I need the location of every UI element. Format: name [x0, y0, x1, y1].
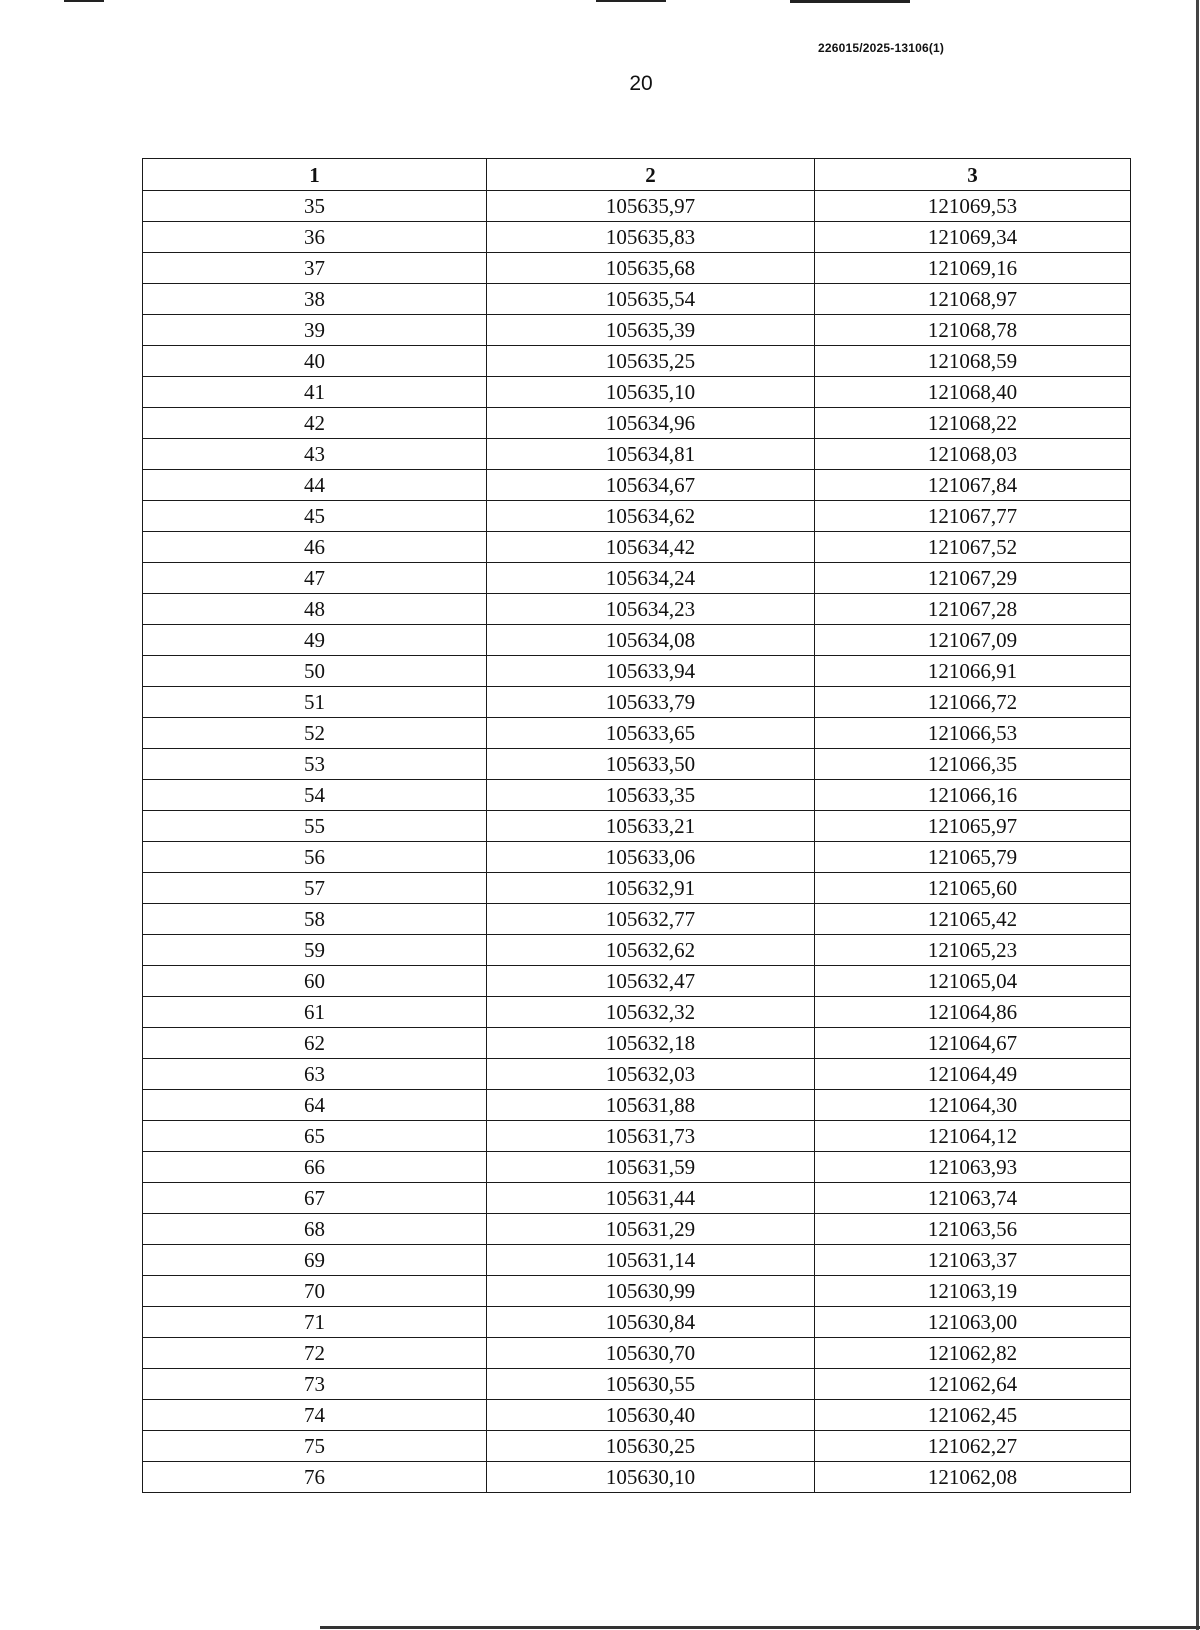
point-number-cell: 65 [143, 1121, 487, 1152]
point-number-cell: 49 [143, 625, 487, 656]
point-number-cell: 76 [143, 1462, 487, 1493]
table-row [143, 1431, 1131, 1462]
coordinate-x-cell: 105631,29 [487, 1214, 815, 1245]
point-number-cell: 71 [143, 1307, 487, 1338]
table-row [143, 1462, 1131, 1493]
coordinate-x-cell: 105633,65 [487, 718, 815, 749]
table-row [143, 408, 1131, 439]
coordinate-x-cell: 105635,10 [487, 377, 815, 408]
coordinate-x-cell: 105632,47 [487, 966, 815, 997]
coordinate-y-cell: 121067,52 [815, 532, 1131, 563]
table-header [143, 159, 1131, 191]
coordinate-x-cell: 105633,94 [487, 656, 815, 687]
coordinate-y-cell: 121066,91 [815, 656, 1131, 687]
table-row [143, 563, 1131, 594]
table-row [143, 1090, 1131, 1121]
table-row [143, 842, 1131, 873]
point-number-cell: 51 [143, 687, 487, 718]
table-row [143, 904, 1131, 935]
coordinate-y-cell: 121062,64 [815, 1369, 1131, 1400]
coordinate-x-cell: 105630,55 [487, 1369, 815, 1400]
scan-artifact-right-edge [1196, 0, 1199, 1630]
coordinate-y-cell: 121065,60 [815, 873, 1131, 904]
coordinate-x-cell: 105634,96 [487, 408, 815, 439]
coordinate-x-cell: 105634,24 [487, 563, 815, 594]
table-row [143, 780, 1131, 811]
table-row [143, 253, 1131, 284]
table-row [143, 873, 1131, 904]
point-number-cell: 66 [143, 1152, 487, 1183]
document-reference-number: 226015/2025-13106(1) [818, 41, 945, 55]
point-number-cell: 54 [143, 780, 487, 811]
point-number-cell: 61 [143, 997, 487, 1028]
table-row [143, 1183, 1131, 1214]
coordinate-y-cell: 121063,93 [815, 1152, 1131, 1183]
table-row [143, 439, 1131, 470]
table-row [143, 997, 1131, 1028]
point-number-cell: 56 [143, 842, 487, 873]
point-number-cell: 72 [143, 1338, 487, 1369]
coordinate-x-cell: 105631,73 [487, 1121, 815, 1152]
table-row [143, 284, 1131, 315]
coordinate-y-cell: 121064,49 [815, 1059, 1131, 1090]
coordinate-y-cell: 121066,53 [815, 718, 1131, 749]
coordinate-x-cell: 105634,62 [487, 501, 815, 532]
coordinate-x-cell: 105635,39 [487, 315, 815, 346]
coordinate-x-cell: 105634,81 [487, 439, 815, 470]
table-row [143, 470, 1131, 501]
coordinate-x-cell: 105635,25 [487, 346, 815, 377]
coordinate-x-cell: 105633,79 [487, 687, 815, 718]
coordinate-x-cell: 105634,08 [487, 625, 815, 656]
point-number-cell: 36 [143, 222, 487, 253]
table-row [143, 718, 1131, 749]
point-number-cell: 41 [143, 377, 487, 408]
coordinate-y-cell: 121065,79 [815, 842, 1131, 873]
table-row [143, 1400, 1131, 1431]
coordinate-x-cell: 105634,42 [487, 532, 815, 563]
table-row [143, 377, 1131, 408]
point-number-cell: 39 [143, 315, 487, 346]
coordinate-x-cell: 105631,44 [487, 1183, 815, 1214]
coordinate-y-cell: 121065,42 [815, 904, 1131, 935]
coordinate-y-cell: 121068,78 [815, 315, 1131, 346]
coordinate-x-cell: 105632,32 [487, 997, 815, 1028]
point-number-cell: 74 [143, 1400, 487, 1431]
coordinate-x-cell: 105632,91 [487, 873, 815, 904]
coordinate-x-cell: 105630,99 [487, 1276, 815, 1307]
column-header-1: 1 [143, 159, 487, 191]
table-row [143, 222, 1131, 253]
table-row [143, 1338, 1131, 1369]
scan-artifact-top-right [790, 0, 910, 3]
point-number-cell: 50 [143, 656, 487, 687]
page-number: 20 [629, 72, 653, 95]
table-row [143, 625, 1131, 656]
point-number-cell: 48 [143, 594, 487, 625]
point-number-cell: 42 [143, 408, 487, 439]
coordinate-x-cell: 105635,97 [487, 191, 815, 222]
coordinate-y-cell: 121069,16 [815, 253, 1131, 284]
coordinate-x-cell: 105633,35 [487, 780, 815, 811]
coordinate-x-cell: 105630,10 [487, 1462, 815, 1493]
point-number-cell: 67 [143, 1183, 487, 1214]
coordinate-y-cell: 121062,27 [815, 1431, 1131, 1462]
coordinate-y-cell: 121066,35 [815, 749, 1131, 780]
point-number-cell: 44 [143, 470, 487, 501]
table-row [143, 749, 1131, 780]
point-number-cell: 59 [143, 935, 487, 966]
table-row [143, 501, 1131, 532]
coordinate-x-cell: 105635,83 [487, 222, 815, 253]
coordinate-y-cell: 121063,19 [815, 1276, 1131, 1307]
coordinate-y-cell: 121069,34 [815, 222, 1131, 253]
point-number-cell: 35 [143, 191, 487, 222]
coordinate-y-cell: 121068,22 [815, 408, 1131, 439]
coordinate-y-cell: 121068,40 [815, 377, 1131, 408]
point-number-cell: 68 [143, 1214, 487, 1245]
coordinate-x-cell: 105633,06 [487, 842, 815, 873]
table-body [143, 191, 1131, 1493]
table-row [143, 1245, 1131, 1276]
table-row [143, 1307, 1131, 1338]
scan-artifact-top-left [64, 0, 104, 2]
coordinate-x-cell: 105635,54 [487, 284, 815, 315]
coordinate-y-cell: 121066,16 [815, 780, 1131, 811]
coordinate-x-cell: 105630,25 [487, 1431, 815, 1462]
coordinate-y-cell: 121068,59 [815, 346, 1131, 377]
coordinate-x-cell: 105634,23 [487, 594, 815, 625]
coordinate-y-cell: 121065,04 [815, 966, 1131, 997]
table-row [143, 1028, 1131, 1059]
coordinate-x-cell: 105631,88 [487, 1090, 815, 1121]
table-row [143, 1214, 1131, 1245]
coordinate-y-cell: 121063,37 [815, 1245, 1131, 1276]
point-number-cell: 63 [143, 1059, 487, 1090]
point-number-cell: 75 [143, 1431, 487, 1462]
table-row [143, 191, 1131, 222]
coordinate-y-cell: 121062,82 [815, 1338, 1131, 1369]
coordinate-y-cell: 121069,53 [815, 191, 1131, 222]
coordinate-y-cell: 121063,74 [815, 1183, 1131, 1214]
coordinate-y-cell: 121065,97 [815, 811, 1131, 842]
point-number-cell: 62 [143, 1028, 487, 1059]
table-row [143, 1369, 1131, 1400]
coordinate-y-cell: 121068,97 [815, 284, 1131, 315]
table-row [143, 935, 1131, 966]
table-row [143, 594, 1131, 625]
coordinate-y-cell: 121067,09 [815, 625, 1131, 656]
coordinate-x-cell: 105632,77 [487, 904, 815, 935]
point-number-cell: 57 [143, 873, 487, 904]
coordinate-x-cell: 105633,50 [487, 749, 815, 780]
coordinate-x-cell: 105630,70 [487, 1338, 815, 1369]
point-number-cell: 69 [143, 1245, 487, 1276]
coordinate-x-cell: 105630,40 [487, 1400, 815, 1431]
point-number-cell: 46 [143, 532, 487, 563]
point-number-cell: 37 [143, 253, 487, 284]
coordinate-y-cell: 121064,30 [815, 1090, 1131, 1121]
coordinate-x-cell: 105634,67 [487, 470, 815, 501]
scan-artifact-top-middle [596, 0, 666, 2]
point-number-cell: 53 [143, 749, 487, 780]
coordinate-y-cell: 121066,72 [815, 687, 1131, 718]
point-number-cell: 55 [143, 811, 487, 842]
point-number-cell: 43 [143, 439, 487, 470]
coordinate-x-cell: 105631,14 [487, 1245, 815, 1276]
coordinate-x-cell: 105632,03 [487, 1059, 815, 1090]
table-row [143, 532, 1131, 563]
point-number-cell: 58 [143, 904, 487, 935]
column-header-2: 2 [487, 159, 815, 191]
coordinate-y-cell: 121064,67 [815, 1028, 1131, 1059]
point-number-cell: 64 [143, 1090, 487, 1121]
table-row [143, 1121, 1131, 1152]
coordinate-y-cell: 121065,23 [815, 935, 1131, 966]
table-row [143, 1276, 1131, 1307]
coordinate-x-cell: 105632,18 [487, 1028, 815, 1059]
coordinate-y-cell: 121063,56 [815, 1214, 1131, 1245]
table-row [143, 1059, 1131, 1090]
point-number-cell: 47 [143, 563, 487, 594]
point-number-cell: 73 [143, 1369, 487, 1400]
point-number-cell: 70 [143, 1276, 487, 1307]
column-header-3: 3 [815, 159, 1131, 191]
scan-artifact-bottom-edge [320, 1626, 1200, 1629]
coordinate-y-cell: 121062,08 [815, 1462, 1131, 1493]
coordinate-y-cell: 121068,03 [815, 439, 1131, 470]
table-row [143, 656, 1131, 687]
table-row [143, 346, 1131, 377]
coordinate-y-cell: 121064,86 [815, 997, 1131, 1028]
coordinate-y-cell: 121064,12 [815, 1121, 1131, 1152]
coordinate-x-cell: 105630,84 [487, 1307, 815, 1338]
coordinate-y-cell: 121067,28 [815, 594, 1131, 625]
coordinate-x-cell: 105632,62 [487, 935, 815, 966]
coordinates-table [142, 158, 1131, 1493]
coordinate-x-cell: 105631,59 [487, 1152, 815, 1183]
table-row [143, 966, 1131, 997]
table-row [143, 315, 1131, 346]
coordinate-y-cell: 121067,29 [815, 563, 1131, 594]
table-row [143, 687, 1131, 718]
coordinate-x-cell: 105635,68 [487, 253, 815, 284]
point-number-cell: 45 [143, 501, 487, 532]
coordinate-y-cell: 121063,00 [815, 1307, 1131, 1338]
table-row [143, 811, 1131, 842]
coordinate-y-cell: 121067,84 [815, 470, 1131, 501]
point-number-cell: 40 [143, 346, 487, 377]
table-header-row [143, 159, 1131, 191]
table-row [143, 1152, 1131, 1183]
coordinate-y-cell: 121067,77 [815, 501, 1131, 532]
point-number-cell: 60 [143, 966, 487, 997]
point-number-cell: 52 [143, 718, 487, 749]
coordinate-x-cell: 105633,21 [487, 811, 815, 842]
point-number-cell: 38 [143, 284, 487, 315]
coordinate-y-cell: 121062,45 [815, 1400, 1131, 1431]
